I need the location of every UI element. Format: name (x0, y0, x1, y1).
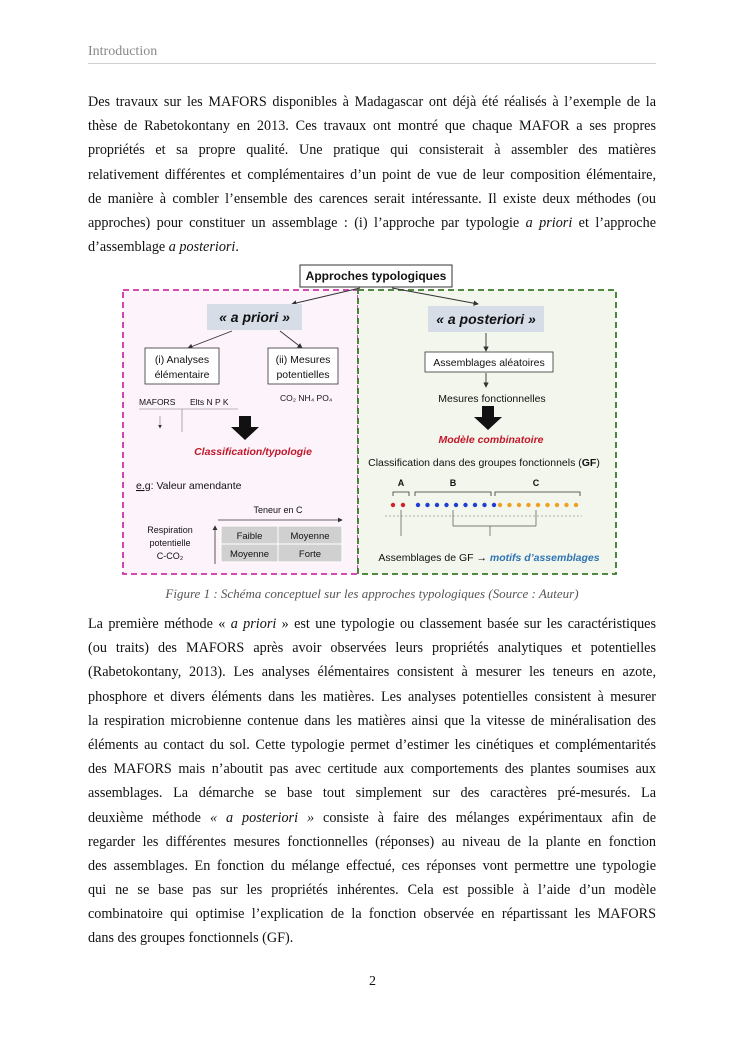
grid-cell-label: Faible (236, 531, 263, 542)
text-line (88, 926, 656, 950)
text-run: La première méthode « (88, 616, 231, 632)
text-line (88, 709, 656, 733)
example-label: e.g: Valeur amendante (136, 480, 242, 492)
page-number: 2 (369, 974, 376, 989)
italic-term: « a posteriori » (209, 809, 315, 826)
group-label: B (449, 478, 457, 488)
a-priori-heading: « a priori » (219, 309, 290, 325)
header-divider (88, 63, 656, 64)
text-run: propriétés et sa propre qualité. Une pratique qui consisterait à assembler des matières (88, 142, 656, 159)
text-line (88, 636, 656, 660)
text-run: thèse de Rabetokontany en 2013. Ces travaux ont montré que chaque MAFOR a ses propres (88, 118, 656, 135)
text-run: Des travaux sur les MAFORS disponibles à Madagascar ont déjà été réalisés à l’exemple de la (88, 94, 656, 110)
group-dot (498, 503, 502, 507)
group-dot (574, 503, 578, 507)
text-run: regarder les différentes mesures fonctionnelles (réponses) au niveau de la plante en fonction (88, 833, 656, 850)
grid-cell-label: Moyenne (229, 549, 270, 560)
group-dot (463, 503, 467, 507)
group-dot (454, 503, 458, 507)
text-run: consiste à faire des mélanges expérimentaux afin de (314, 809, 656, 826)
paragraph-methods (88, 612, 656, 951)
group-label: C (532, 478, 540, 488)
text-run: des MAFORS mais n’aboutit pas avec certitude aux comportements des plantes soumises aux (88, 761, 656, 778)
grid-cell-label: Forte (298, 549, 322, 560)
text-line (88, 830, 656, 854)
text-run: » est une typologie ou classement basée sur les caractéristiques (276, 616, 656, 632)
classification-result: Classification/typologie (194, 446, 312, 458)
figure-typology-diagram (120, 264, 620, 576)
mafors-label: MAFORS (139, 397, 176, 407)
teneur-label: Teneur en C (253, 505, 303, 515)
text-line (88, 757, 656, 781)
text-line (88, 612, 656, 636)
elements-label: Elts N P K (190, 397, 229, 407)
text-line (88, 163, 656, 187)
running-header: Introduction (88, 44, 158, 59)
group-dot (416, 503, 420, 507)
figure-caption: Figure 1 : Schéma conceptuel sur les approches typologiques (Source : Auteur) (165, 586, 579, 601)
text-run: éléments au contact du sol. Cette typologie permet d’estimer les cinétiques et complémentarités (88, 736, 656, 753)
mesures-label-2: potentielles (276, 369, 330, 381)
text-run: . (235, 239, 239, 256)
text-line (88, 211, 656, 235)
classification-gf-label: Classification dans des groupes fonctionnels (GF) (368, 457, 600, 469)
assemblages-label: Assemblages aléatoires (433, 357, 545, 369)
text-run: approches) pour constituer un assemblage : (i) l’approche par typologie (88, 214, 526, 231)
modele-label: Modèle combinatoire (438, 434, 544, 446)
italic-term: a posteriori (168, 239, 236, 256)
text-line (88, 660, 656, 684)
text-line (88, 854, 656, 878)
paragraph-intro (88, 90, 656, 259)
text-run: phosphore et divers éléments dans les matières. Les analyses potentielles consistent à mesurer (88, 688, 656, 705)
text-line (88, 90, 656, 114)
text-run: deuxième méthode (88, 809, 210, 826)
text-run: d’assemblage (88, 239, 169, 256)
text-run: relativement différentes et complémentaires d’un point de vue de leur composition élémentaire, (88, 166, 656, 183)
text-line (88, 235, 656, 259)
text-run: (ou traits) des MAFORS après avoir observées leurs propriétés analytiques et potentielles (88, 640, 656, 657)
analyses-label-1: (i) Analyses (154, 354, 210, 366)
text-line (88, 878, 656, 902)
text-run: de manière à combler l’ensemble des carences serait intéressante. Il existe deux méthodes (ou (88, 190, 656, 207)
group-dot (507, 503, 511, 507)
text-line (88, 806, 656, 830)
gases-label: CO₂ NH₄ PO₄ (280, 393, 333, 403)
a-posteriori-heading: « a posteriori » (436, 311, 536, 327)
a-posteriori-panel (358, 290, 616, 574)
grid-cell-label: Moyenne (290, 531, 330, 542)
text-run: des assemblages. En fonction du mélange effectué, ces réponses vont permettre une typologie (88, 857, 656, 874)
text-line (88, 733, 656, 757)
group-dot (435, 503, 439, 507)
mesures-fonctionnelles-label: Mesures fonctionnelles (438, 393, 546, 405)
text-run: la respiration microbienne contenue dans les matières ainsi que la vitesse de minéralisation des (88, 712, 656, 729)
italic-term: a priori (230, 616, 277, 632)
text-line (88, 138, 656, 162)
group-dot (536, 503, 540, 507)
group-dot (401, 503, 405, 507)
text-run: qui ne se base pas sur les propriétés inhérentes. Cela est possible à l’aide d’un modèle (88, 882, 656, 899)
text-run: et l’approche (572, 214, 656, 231)
analyses-label-2: élémentaire (154, 369, 210, 381)
text-run: assemblages. La démarche se base tout simplement sur des caractères pré-mesurés. La (88, 785, 656, 802)
text-line (88, 187, 656, 211)
group-dot (492, 503, 496, 507)
mesures-label-1: (ii) Mesures (275, 354, 331, 366)
group-dot (545, 503, 549, 507)
group-dot (564, 503, 568, 507)
group-dot (517, 503, 521, 507)
group-dot (473, 503, 477, 507)
text-run: (Rabetokontany, 2013). Les analyses élémentaires consistent à mesurer les teneurs en azote, (88, 664, 656, 681)
group-dot (425, 503, 429, 507)
text-line (88, 902, 656, 926)
respiration-label-1: Respiration (147, 525, 193, 535)
respiration-label-3: C-CO₂ (156, 551, 184, 561)
respiration-label-2: potentielle (149, 538, 191, 548)
figure-title: Approches typologiques (305, 269, 447, 283)
group-label: A (397, 478, 405, 488)
group-dot (555, 503, 559, 507)
text-run: dans des groupes fonctionnels (GF). (88, 930, 294, 947)
text-run: combinatoire qui optimise l’explication de la fonction observée en répartissant les MAFORS (88, 906, 656, 923)
assemblages-gf-label: Assemblages de GF → motifs d’assemblages (378, 552, 600, 564)
group-dot (526, 503, 530, 507)
text-line (88, 781, 656, 805)
group-dot (482, 503, 486, 507)
text-line (88, 685, 656, 709)
italic-term: a priori (525, 214, 573, 231)
text-line (88, 114, 656, 138)
group-dot (391, 503, 395, 507)
group-dot (444, 503, 448, 507)
